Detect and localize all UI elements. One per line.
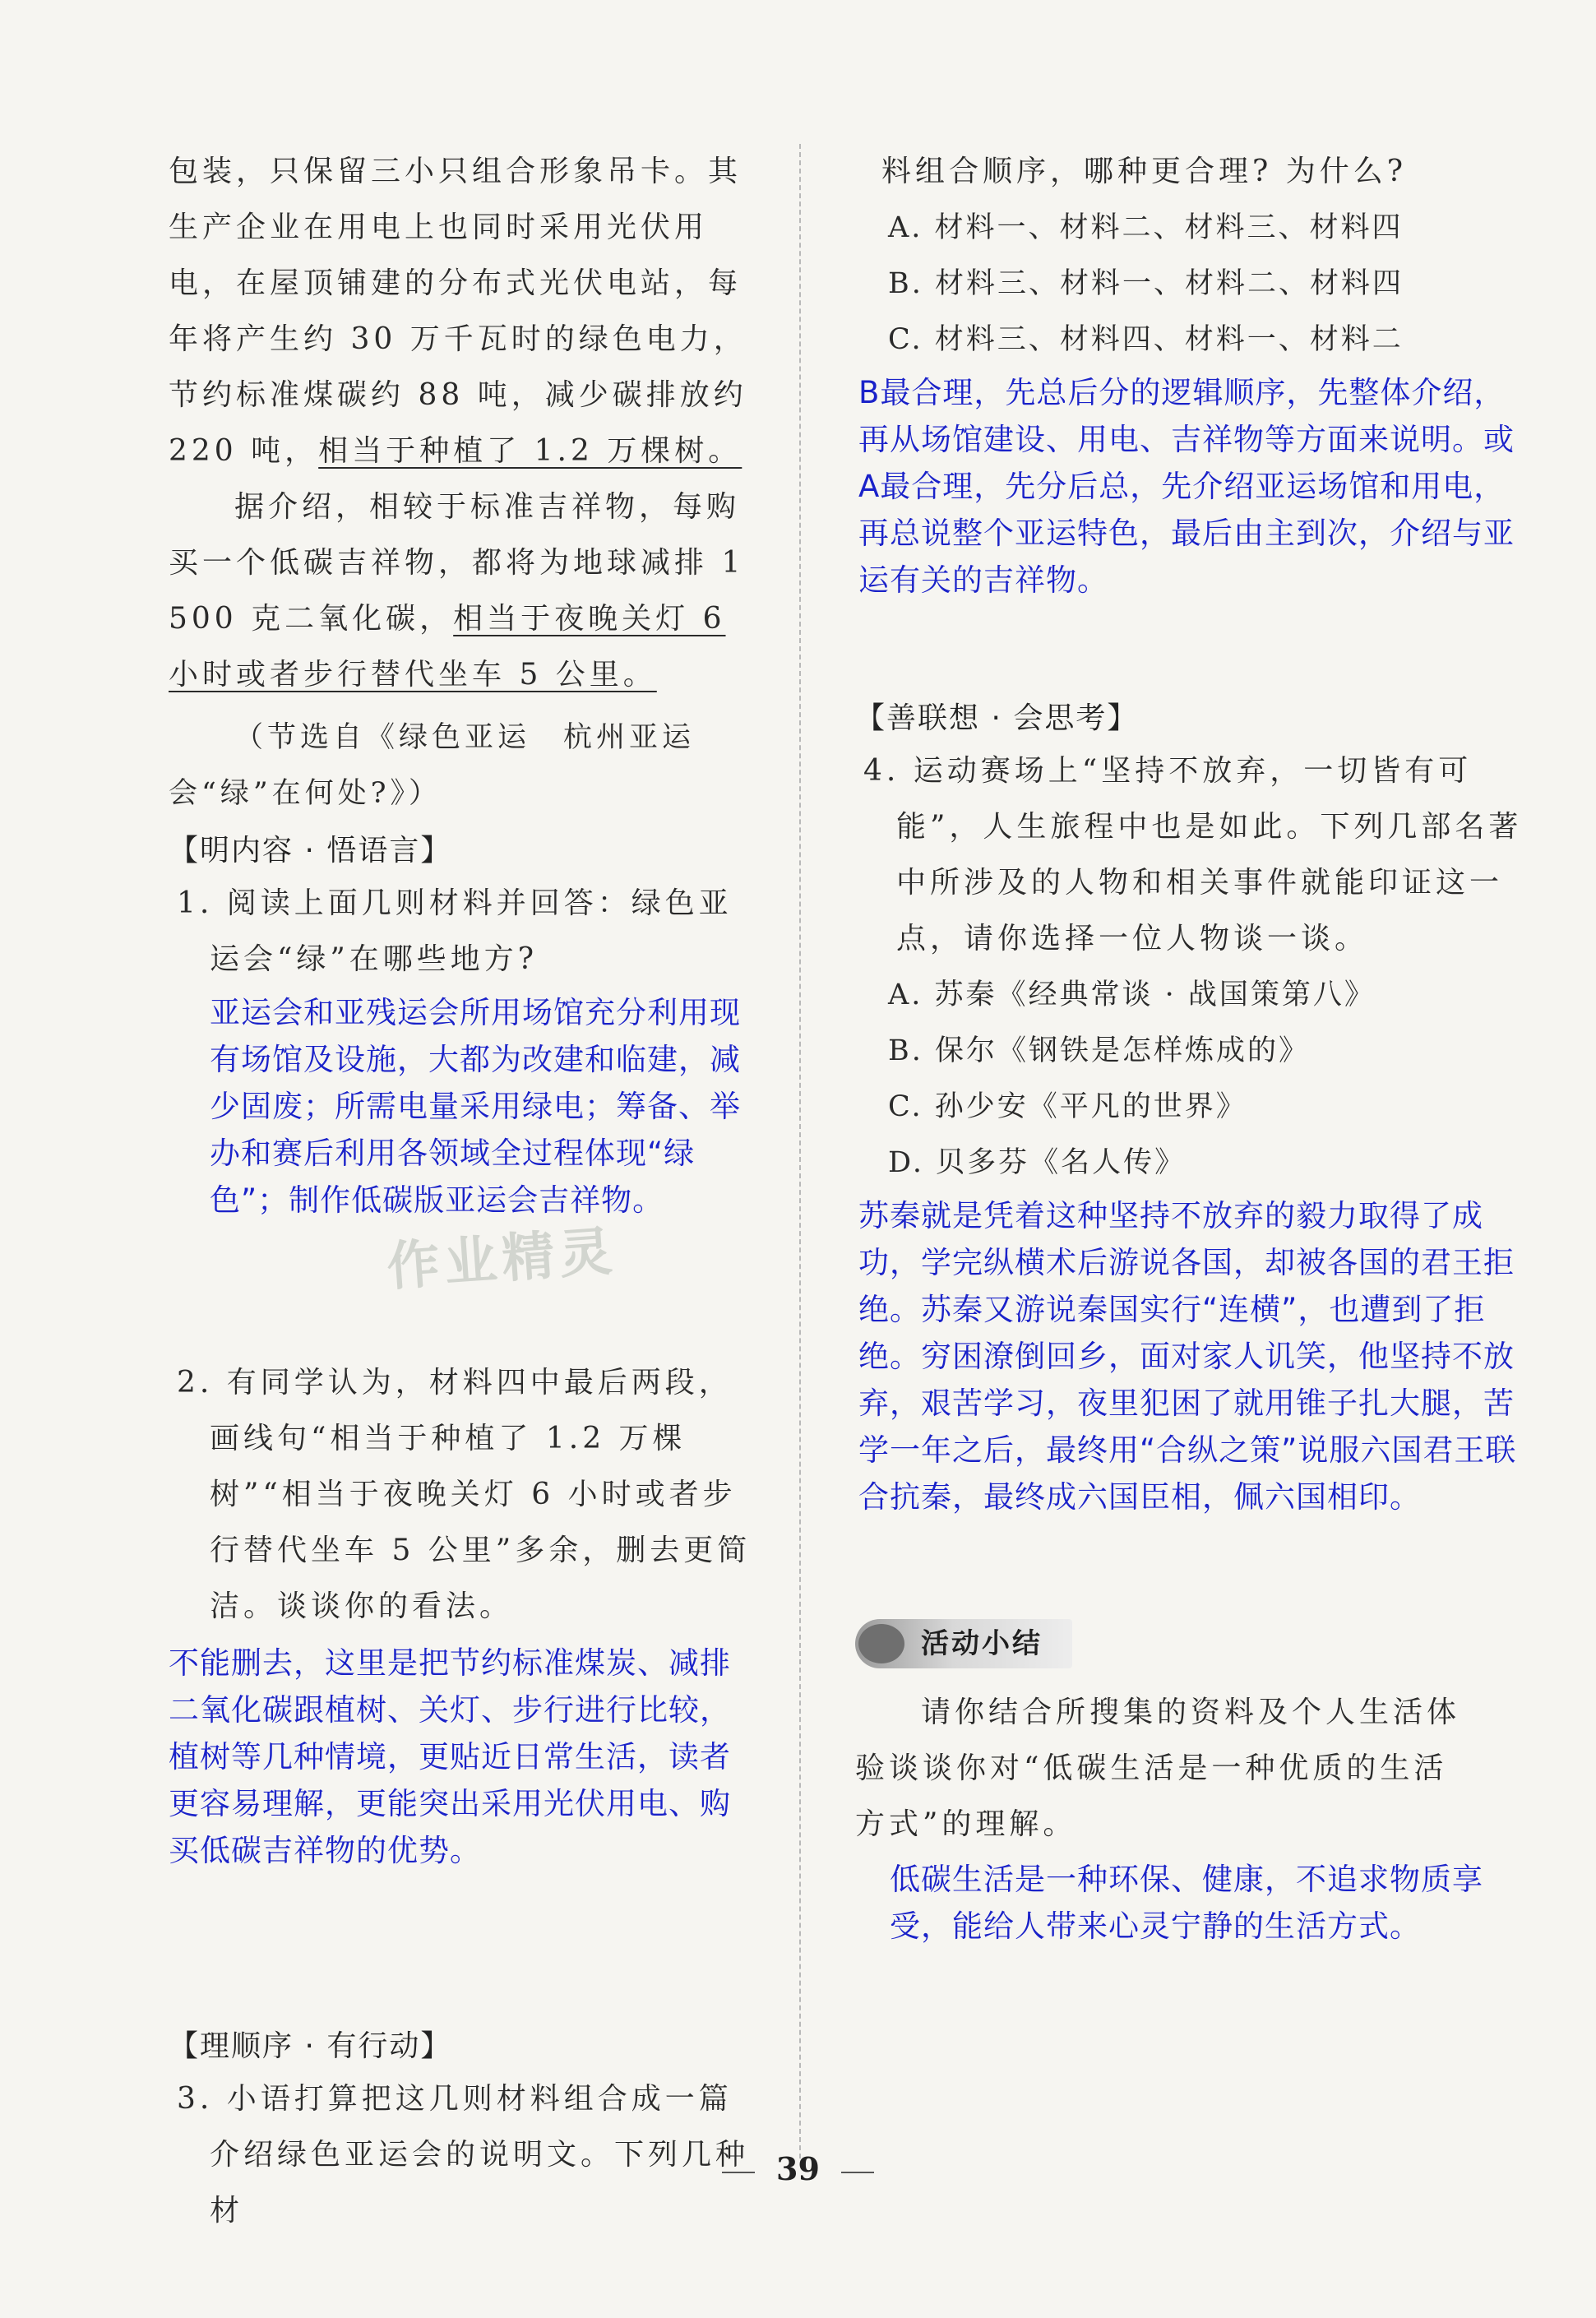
- activity-summary-badge: 活动小结: [855, 1619, 1072, 1668]
- right-column: [855, 144, 1529, 1950]
- left-column: [169, 144, 761, 2239]
- question-3-continued: 料组合顺序，哪种更合理? 为什么?: [881, 155, 1408, 188]
- section-title: 【明内容 · 悟语言】: [169, 834, 452, 868]
- section-title: 【理顺序 · 有行动】: [169, 2029, 452, 2063]
- option: B. 保尔《钢铁是怎样炼成的》: [888, 1034, 1310, 1067]
- underlined-sentence: 相当于夜晚关灯 6 小时或者步行替代坐车 5 公里。: [169, 602, 726, 692]
- question-2: 2. 有同学认为，材料四中最后两段，画线句“相当于种植了 1.2 万棵树”“相当于夜晚关灯 6 小时或者步行替代坐车 5 公里”多余，删去更简洁。谈谈你的看法。: [177, 1366, 752, 1623]
- option: C. 孙少安《平凡的世界》: [888, 1090, 1247, 1123]
- activity-summary-header: [855, 1619, 1529, 1668]
- option: A. 苏秦《经典常谈 · 战国策第八》: [888, 979, 1376, 1011]
- answer-1: 亚运会和亚残运会所用场馆充分利用现有场馆及设施，大都为改建和临建，减少固废；所需电量采用绿电；筹备、举办和赛后利用各领域全过程体现“绿色”；制作低碳版亚运会吉祥物。: [210, 995, 741, 1218]
- option: C. 材料三、材料四、材料一、材料二: [888, 323, 1404, 356]
- underlined-sentence: 相当于种植了 1.2 万棵树。: [318, 434, 742, 468]
- summary-answer: 低碳生活是一种环保、健康，不追求物质享受，能给人带来心灵宁静的生活方式。: [890, 1862, 1483, 1944]
- leaf-icon: [858, 1624, 904, 1663]
- option: D. 贝多芬《名人传》: [888, 1146, 1187, 1179]
- option: B. 材料三、材料一、材料二、材料四: [888, 267, 1404, 300]
- material-paragraph: 包装，只保留三小只组合形象吊卡。其生产企业在用电上也同时采用光伏用电，在屋顶铺建的分布式光伏电站，每年将产生约 30 万千瓦时的绿色电力，节约标准煤碳约 88 吨，减少碳排放约 220 吨，相当于种植了 1.2 万棵树。: [169, 155, 747, 468]
- question-4: 4. 运动赛场上“坚持不放弃，一切皆有可能”，人生旅程中也是如此。下列几部名著中所涉及的人物和相关事件就能印证这一点，请你选择一位人物谈一谈。: [863, 754, 1523, 955]
- answer-2: 不能删去，这里是把节约标准煤炭、减排二氧化碳跟植树、关灯、步行进行比较，植树等几种情境，更贴近日常生活，读者更容易理解，更能突出采用光伏用电、购买低碳吉祥物的优势。: [169, 1645, 731, 1868]
- column-divider: [799, 144, 801, 2158]
- section-title: 【善联想 · 会思考】: [855, 701, 1139, 735]
- page-number: 39: [0, 2150, 1596, 2187]
- source-citation: （节选自《绿色亚运 杭州亚运会“绿”在何处?》）: [169, 721, 696, 810]
- answer-4: 苏秦就是凭着这种坚持不放弃的毅力取得了成功，学完纵横术后游说各国，却被各国的君王拒绝。苏秦又游说秦国实行“连横”，也遭到了拒绝。穷困潦倒回乡，面对家人讥笑，他坚持不放弃，艰苦学习，夜里犯困了就用锥子扎大腿，苦学一年之后，最终用“合纵之策”说服六国君王联合抗秦，最终成六国臣相，佩六国相印。: [858, 1198, 1517, 1515]
- summary-question: 请你结合所搜集的资料及个人生活体验谈谈你对“低碳生活是一种优质的生活方式”的理解。: [855, 1696, 1461, 1841]
- option: A. 材料一、材料二、材料三、材料四: [888, 211, 1404, 244]
- material-paragraph: 据介绍，相较于标准吉祥物，每购买一个低碳吉祥物，都将为地球减排 1 500 克二氧化碳，相当于夜晚关灯 6 小时或者步行替代坐车 5 公里。: [169, 490, 745, 692]
- question-1: 1. 阅读上面几则材料并回答：绿色亚运会“绿”在哪些地方?: [177, 886, 733, 976]
- watermark: 作业精灵: [385, 1221, 619, 1298]
- question-3: 3. 小语打算把这几则材料组合成一篇介绍绿色亚运会的说明文。下列几种材: [177, 2082, 750, 2228]
- answer-3: B最合理，先总后分的逻辑顺序，先整体介绍，再从场馆建设、用电、吉祥物等方面来说明。或A最合理，先分后总，先介绍亚运场馆和用电，再总说整个亚运特色，最后由主到次，介绍与亚运有关的吉祥物。: [858, 375, 1515, 598]
